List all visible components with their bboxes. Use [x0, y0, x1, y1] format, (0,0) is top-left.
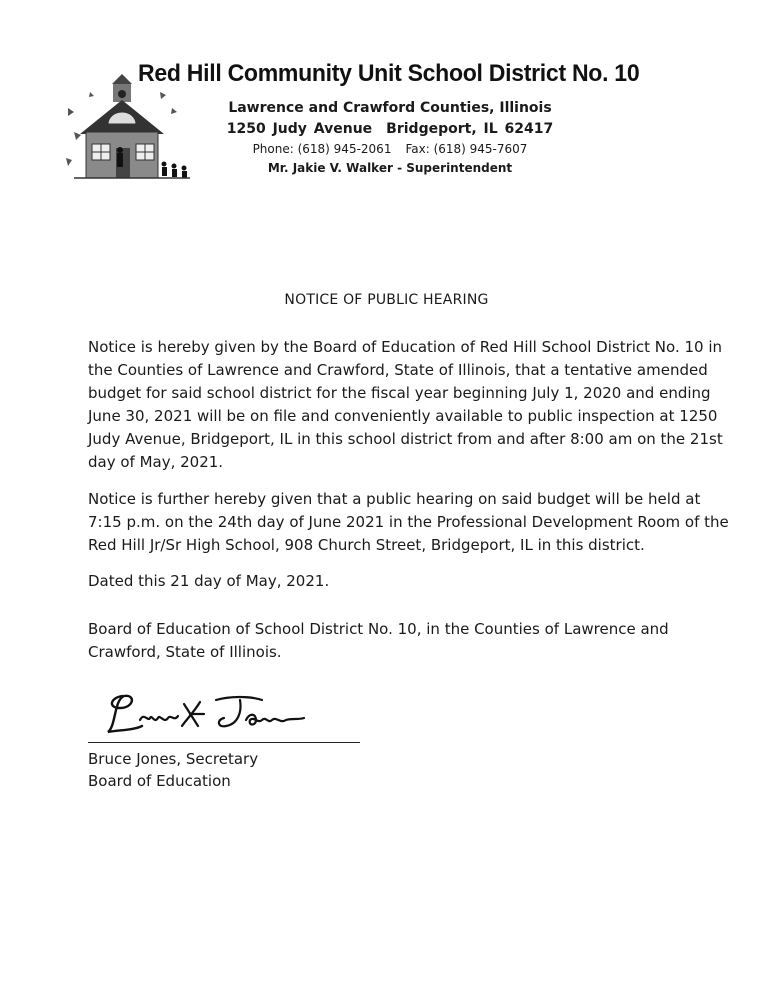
phone-number: Phone: (618) 945-2061 — [252, 142, 392, 156]
schoolhouse-logo-icon — [60, 72, 200, 190]
city-address: Bridgeport, IL 62417 — [386, 121, 554, 137]
fax-number: Fax: (618) 945-7607 — [405, 142, 528, 156]
address-line — [220, 118, 560, 140]
district-contact-block — [220, 98, 560, 177]
phone-fax-line — [220, 140, 560, 159]
street-address: 1250 Judy Avenue — [226, 121, 373, 137]
notice-title: NOTICE OF PUBLIC HEARING — [284, 292, 489, 308]
notice-paragraph: Notice is hereby given by the Board of Education of Red Hill School District No. 10 in the Counties of Lawrence and Crawford, State of Illinois, that a tentative amended budget for said school district for the fiscal year beginning July 1, 2020 and ending June 30, 2021 will be on file and conveniently available to public inspection at 1250 Judy Avenue, Bridgeport, IL in this school district from and after 8:00 am on the 21st day of May, 2021. — [88, 338, 723, 471]
district-title: Red Hill Community Unit School District No. 10 — [138, 60, 640, 87]
board-statement: Board of Education of School District No. 10, in the Counties of Lawrence and Crawford, State of Illinois. — [88, 620, 669, 661]
signer-block — [88, 748, 258, 792]
counties-line: Lawrence and Crawford Counties, Illinois — [228, 100, 552, 116]
notice-paragraph: Notice is further hereby given that a public hearing on said budget will be held at 7:15 p.m. on the 24th day of June 2021 in the Professional Development Room of the Red Hill Jr/Sr High School, 908 Church Street, Bridgeport, IL in this district. — [88, 490, 729, 554]
signature-line — [88, 742, 360, 743]
signer-organization: Board of Education — [88, 772, 231, 790]
superintendent-line: Mr. Jakie V. Walker - Superintendent — [267, 161, 513, 175]
handwritten-signature — [100, 686, 330, 740]
signer-name-title: Bruce Jones, Secretary — [88, 750, 259, 768]
dated-line: Dated this 21 day of May, 2021. — [88, 572, 330, 590]
